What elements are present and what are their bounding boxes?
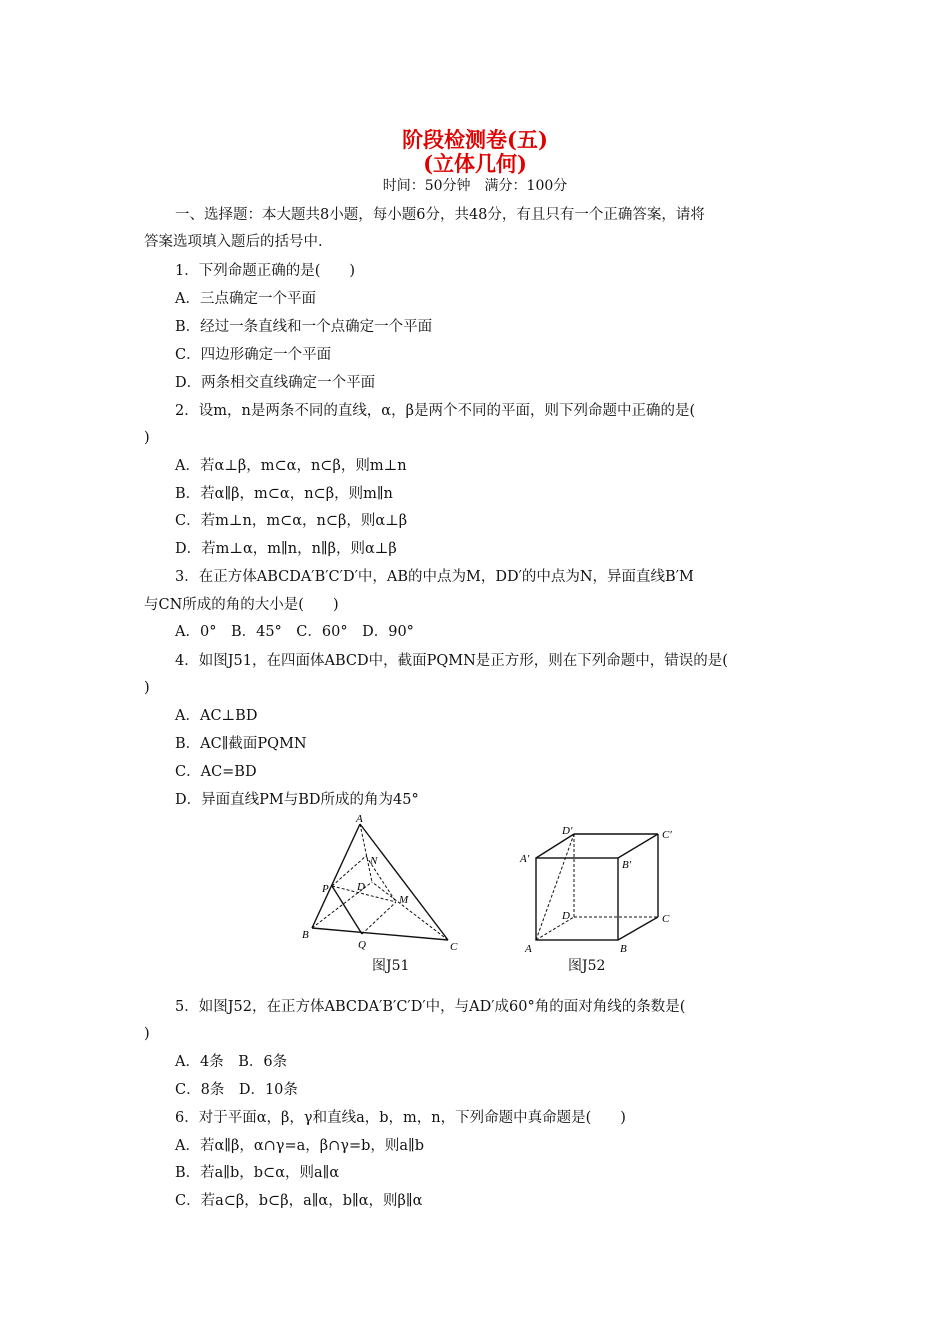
- q2-option-b: B．若α∥β，m⊂α，n⊂β，则m∥n: [175, 486, 393, 502]
- section-intro-line2: 答案选项填入题后的括号中.: [144, 234, 323, 250]
- q2-stem-line1: 2．设m，n是两条不同的直线，α，β是两个不同的平面，则下列命题中正确的是(: [175, 403, 696, 419]
- q2-option-d: D．若m⊥α，m∥n，n∥β，则α⊥β: [175, 541, 397, 557]
- cube-front-face: [536, 858, 618, 940]
- edge-ac: [360, 824, 448, 940]
- q1-option-d: D．两条相交直线确定一个平面: [175, 375, 376, 391]
- label-a: A: [525, 943, 532, 955]
- q5-stem-line1: 5．如图J52，在正方体ABCDA′B′C′D′中，与AD′成60°角的面对角线的条数是(: [175, 999, 686, 1015]
- label-d1: D′: [562, 825, 573, 837]
- q2-stem-line2: ): [144, 430, 150, 446]
- edge-a1d1: [536, 834, 574, 858]
- q6-option-c: C．若a⊂β，b⊂β，a∥α，b∥α，则β∥α: [175, 1193, 423, 1209]
- figure-j51-caption: 图J51: [372, 958, 410, 974]
- q3-stem-line1: 3．在正方体ABCDA′B′C′D′中，AB的中点为M，DD′的中点为N，异面直线B′M: [175, 569, 694, 585]
- figure-j52-cube: [518, 822, 688, 957]
- figure-j51-tetrahedron: [300, 812, 470, 957]
- q5-stem-line2: ): [144, 1026, 150, 1042]
- label-c1: C′: [662, 829, 672, 841]
- q2-option-a: A．若α⊥β，m⊂α，n⊂β，则m⊥n: [175, 458, 407, 474]
- label-c: C: [450, 941, 458, 953]
- q4-option-d: D．异面直线PM与BD所成的角为45°: [175, 792, 419, 808]
- label-c: C: [662, 913, 670, 925]
- q5-options-cd: C．8条 D．10条: [175, 1082, 298, 1098]
- q1-stem: 1．下列命题正确的是( ): [175, 263, 356, 279]
- q4-stem-line1: 4．如图J51，在四面体ABCD中，截面PQMN是正方形，则在下列命题中，错误的是(: [175, 653, 728, 669]
- q1-option-c: C．四边形确定一个平面: [175, 347, 332, 363]
- label-b1: B′: [622, 859, 632, 871]
- page-title: 阶段检测卷(五): [402, 127, 548, 152]
- diagonal-ad1: [536, 834, 574, 940]
- edge-b1c1: [618, 834, 658, 858]
- label-b: B: [620, 943, 627, 955]
- q4-option-a: A．AC⊥BD: [175, 708, 258, 724]
- q6-stem: 6．对于平面α，β，γ和直线a，b，m，n，下列命题中真命题是( ): [175, 1110, 626, 1126]
- label-n: N: [370, 855, 378, 867]
- q4-stem-line2: ): [144, 680, 150, 696]
- label-d: D: [562, 910, 570, 922]
- label-a1: A′: [520, 853, 530, 865]
- label-q: Q: [358, 939, 366, 951]
- exam-info: 时间：50分钟 满分：100分: [382, 178, 568, 194]
- q4-option-b: B．AC∥截面PQMN: [175, 736, 307, 752]
- edge-ab: [312, 824, 360, 928]
- label-b: B: [302, 929, 309, 941]
- label-p: P: [322, 883, 329, 895]
- edge-bc: [618, 917, 658, 940]
- edge-bc: [312, 928, 448, 940]
- q3-options: A．0° B．45° C．60° D．90°: [175, 624, 414, 640]
- label-m: M: [399, 894, 409, 906]
- q5-options-ab: A．4条 B．6条: [175, 1054, 288, 1070]
- q6-option-a: A．若α∥β，α∩γ=a，β∩γ=b，则a∥b: [175, 1138, 424, 1154]
- q1-option-a: A．三点确定一个平面: [175, 291, 316, 307]
- label-a: A: [356, 813, 363, 825]
- section-intro-line1: 一、选择题：本大题共8小题，每小题6分，共48分，有且只有一个正确答案，请将: [175, 207, 705, 223]
- q6-option-b: B．若a∥b，b⊂α，则a∥α: [175, 1165, 340, 1181]
- q3-stem-line2: 与CN所成的角的大小是( ): [144, 597, 339, 613]
- q1-option-b: B．经过一条直线和一个点确定一个平面: [175, 319, 433, 335]
- page-subtitle: (立体几何): [423, 151, 527, 176]
- label-d: D: [357, 881, 365, 893]
- q4-option-c: C．AC=BD: [175, 764, 257, 780]
- q2-option-c: C．若m⊥n，m⊂α，n⊂β，则α⊥β: [175, 513, 408, 529]
- segment-qm: [362, 902, 396, 934]
- figure-j52-caption: 图J52: [568, 958, 606, 974]
